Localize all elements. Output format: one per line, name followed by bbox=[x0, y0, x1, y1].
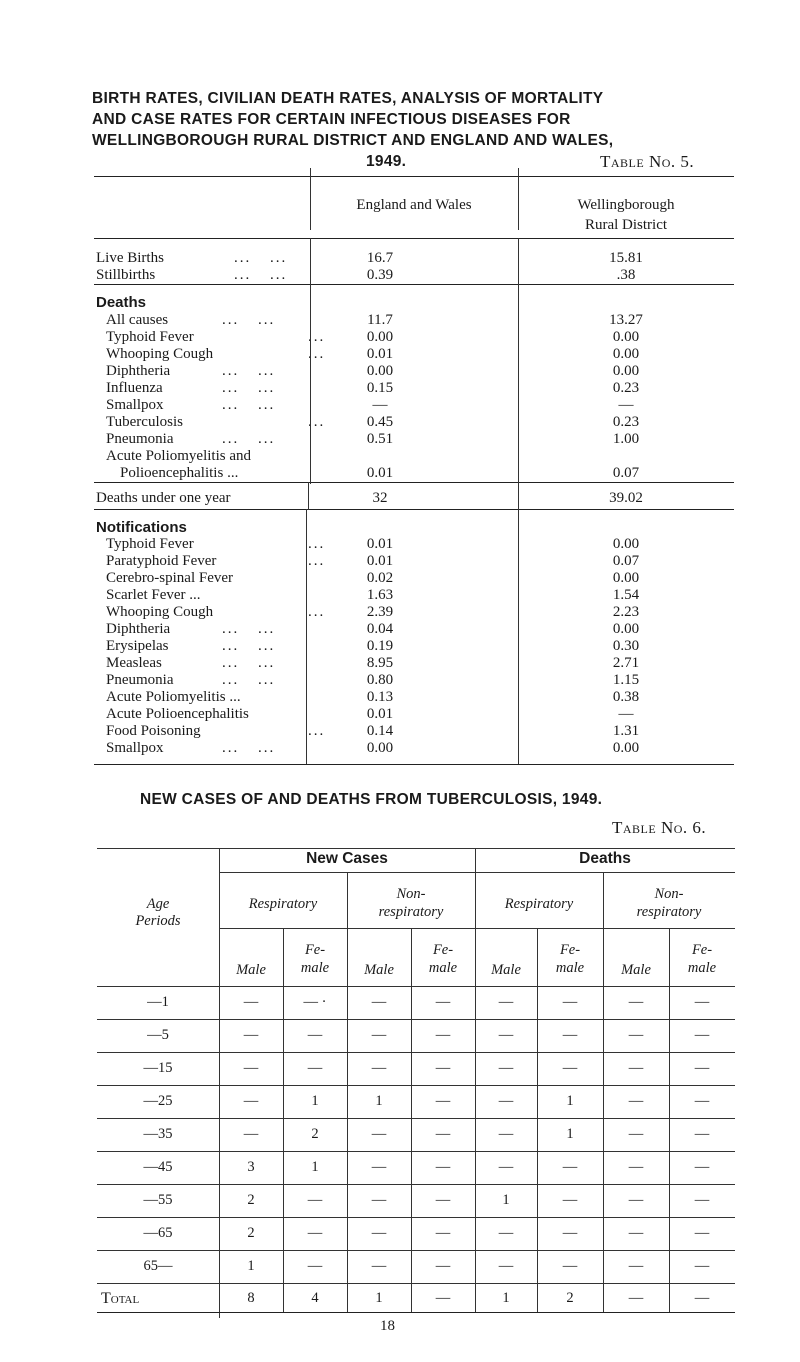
england-wales-value: 11.7 bbox=[367, 312, 393, 328]
table-cell: — bbox=[435, 1225, 451, 1241]
table-cell: — bbox=[498, 1126, 514, 1142]
total-cell: — bbox=[694, 1290, 710, 1306]
table-rule bbox=[97, 1250, 735, 1251]
table-rule bbox=[219, 928, 735, 929]
title-year: 1949. bbox=[366, 153, 407, 170]
new-cases-non-respiratory-header-line-1: Non- bbox=[396, 886, 426, 902]
dot-leader: ... bbox=[258, 740, 276, 756]
column-divider bbox=[310, 284, 311, 484]
table-cell: — bbox=[694, 994, 710, 1010]
table-rule bbox=[97, 986, 735, 987]
deaths-respiratory-header: Respiratory bbox=[504, 896, 574, 912]
wellingborough-value: 2.23 bbox=[612, 604, 640, 620]
deaths-header: Deaths bbox=[579, 850, 631, 867]
table-cell: 1 bbox=[311, 1159, 319, 1175]
row-label: Acute Poliomyelitis and bbox=[106, 448, 251, 464]
table-cell: — bbox=[307, 1027, 323, 1043]
table-rule bbox=[94, 238, 734, 239]
table-cell: — bbox=[498, 1225, 514, 1241]
age-period-cell: —1 bbox=[147, 994, 169, 1010]
table-cell: 2 bbox=[311, 1126, 319, 1142]
column-divider bbox=[475, 928, 476, 1312]
england-wales-value: — bbox=[372, 397, 388, 413]
total-cell: 2 bbox=[566, 1290, 574, 1306]
page-number: 18 bbox=[380, 1318, 395, 1334]
table-rule bbox=[94, 764, 734, 765]
table-cell: — bbox=[243, 994, 259, 1010]
row-label: Whooping Cough bbox=[106, 604, 214, 620]
dot-leader: ... bbox=[258, 655, 276, 671]
female-header-line-2: male bbox=[300, 960, 330, 976]
table-6-number: Table No. 6. bbox=[612, 818, 707, 837]
total-cell: 8 bbox=[247, 1290, 255, 1306]
dot-leader: ... bbox=[308, 723, 326, 739]
column-divider bbox=[283, 928, 284, 1312]
table-cell: — bbox=[628, 1192, 644, 1208]
dot-leader: ... bbox=[308, 536, 326, 552]
table-cell: 3 bbox=[247, 1159, 255, 1175]
dot-leader: ... bbox=[308, 604, 326, 620]
table-cell: 1 bbox=[566, 1126, 574, 1142]
column-divider bbox=[518, 238, 519, 286]
row-label: Scarlet Fever ... bbox=[106, 587, 201, 603]
female-header-line-1: Fe- bbox=[304, 942, 326, 958]
wellingborough-value: 1.54 bbox=[612, 587, 640, 603]
table-cell: — · bbox=[303, 994, 327, 1010]
female-header-line-2: male bbox=[428, 960, 458, 976]
table-cell: — bbox=[562, 1258, 578, 1274]
england-wales-value: 0.13 bbox=[366, 689, 394, 705]
row-label: Pneumonia bbox=[106, 431, 174, 447]
table-rule bbox=[97, 1312, 735, 1313]
table-cell: — bbox=[371, 1027, 387, 1043]
wellingborough-value: — bbox=[618, 706, 634, 722]
column-divider bbox=[347, 928, 348, 1312]
age-period-cell: —15 bbox=[143, 1060, 173, 1076]
england-wales-value: 0.01 bbox=[366, 465, 394, 481]
table-rule bbox=[94, 482, 734, 483]
female-header-line-2: male bbox=[687, 960, 717, 976]
table-cell: — bbox=[435, 1027, 451, 1043]
dot-leader: ... bbox=[222, 655, 240, 671]
table-cell: — bbox=[435, 1093, 451, 1109]
table-cell: — bbox=[435, 1060, 451, 1076]
table-rule bbox=[97, 1283, 735, 1284]
column-divider bbox=[308, 482, 309, 510]
row-label: Acute Poliomyelitis ... bbox=[106, 689, 241, 705]
notifications-section-title: Notifications bbox=[96, 519, 187, 536]
row-label: Whooping Cough bbox=[106, 346, 214, 362]
row-label: Food Poisoning bbox=[106, 723, 201, 739]
new-cases-non-respiratory-header-line-2: respiratory bbox=[378, 904, 444, 920]
england-wales-value: 32 bbox=[372, 490, 388, 506]
column-divider bbox=[306, 509, 307, 764]
england-wales-value: 0.15 bbox=[366, 380, 394, 396]
dot-leader: ... bbox=[222, 740, 240, 756]
wellingborough-value: 0.00 bbox=[612, 363, 640, 379]
wellingborough-header-line-1: Wellingborough bbox=[577, 197, 675, 213]
table-cell: — bbox=[498, 994, 514, 1010]
dot-leader: ... bbox=[222, 312, 240, 328]
table-cell: — bbox=[562, 1027, 578, 1043]
england-wales-value: 0.04 bbox=[366, 621, 394, 637]
table-cell: — bbox=[498, 1060, 514, 1076]
table-cell: — bbox=[435, 1192, 451, 1208]
table-cell: — bbox=[694, 1126, 710, 1142]
england-wales-value: 16.7 bbox=[366, 250, 394, 266]
wellingborough-value: 0.00 bbox=[612, 346, 640, 362]
table-cell: — bbox=[694, 1258, 710, 1274]
table-cell: — bbox=[435, 1159, 451, 1175]
england-wales-value: 2.39 bbox=[366, 604, 394, 620]
wellingborough-value: 1.31 bbox=[612, 723, 640, 739]
row-label: All causes bbox=[106, 312, 169, 328]
england-wales-value: 0.00 bbox=[366, 740, 394, 756]
dot-leader: ... bbox=[222, 363, 240, 379]
table-cell: — bbox=[694, 1093, 710, 1109]
column-divider bbox=[669, 928, 670, 1312]
male-header: Male bbox=[491, 962, 521, 978]
title-line-3: WELLINGBOROUGH RURAL DISTRICT AND ENGLAND AND WALES, bbox=[92, 132, 614, 149]
wellingborough-value: 0.00 bbox=[612, 570, 640, 586]
england-wales-value: 8.95 bbox=[366, 655, 394, 671]
table-cell: — bbox=[371, 1225, 387, 1241]
column-divider bbox=[537, 928, 538, 1312]
dot-leader: ... bbox=[308, 553, 326, 569]
wellingborough-header-line-2: Rural District bbox=[584, 217, 668, 233]
table-5-number: Table No. 5. bbox=[600, 152, 695, 171]
wellingborough-value: 15.81 bbox=[609, 250, 643, 266]
deaths-non-respiratory-header-line-2: respiratory bbox=[636, 904, 702, 920]
age-period-cell: —55 bbox=[143, 1192, 173, 1208]
new-cases-respiratory-header: Respiratory bbox=[248, 896, 318, 912]
row-label: Smallpox bbox=[106, 397, 164, 413]
total-cell: 1 bbox=[502, 1290, 510, 1306]
female-header-line-1: Fe- bbox=[691, 942, 713, 958]
table-cell: 1 bbox=[311, 1093, 319, 1109]
age-period-cell: —5 bbox=[147, 1027, 169, 1043]
table-cell: — bbox=[371, 1060, 387, 1076]
row-label: Influenza bbox=[106, 380, 163, 396]
england-wales-value: 0.51 bbox=[366, 431, 394, 447]
table-cell: — bbox=[562, 994, 578, 1010]
table-cell: — bbox=[243, 1093, 259, 1109]
table-cell: — bbox=[307, 1225, 323, 1241]
table-rule bbox=[97, 1184, 735, 1185]
table-cell: — bbox=[628, 994, 644, 1010]
table-cell: — bbox=[628, 1258, 644, 1274]
age-period-cell: —25 bbox=[143, 1093, 173, 1109]
row-label: Erysipelas bbox=[106, 638, 169, 654]
dot-leader: ... bbox=[222, 672, 240, 688]
table-rule bbox=[94, 509, 734, 510]
wellingborough-value: 13.27 bbox=[609, 312, 643, 328]
table-cell: — bbox=[628, 1225, 644, 1241]
female-header-line-1: Fe- bbox=[559, 942, 581, 958]
table-cell: — bbox=[562, 1159, 578, 1175]
table-cell: — bbox=[628, 1159, 644, 1175]
england-wales-value: 0.80 bbox=[366, 672, 394, 688]
table-cell: 2 bbox=[247, 1192, 255, 1208]
dot-leader: ... bbox=[234, 250, 252, 266]
england-wales-value: 0.02 bbox=[366, 570, 394, 586]
table-cell: — bbox=[371, 1258, 387, 1274]
wellingborough-value: 0.38 bbox=[612, 689, 640, 705]
wellingborough-value: 0.07 bbox=[612, 465, 640, 481]
age-period-cell: —65 bbox=[143, 1225, 173, 1241]
table-rule bbox=[97, 1151, 735, 1152]
column-divider bbox=[411, 928, 412, 1312]
table-cell: — bbox=[371, 994, 387, 1010]
table-rule bbox=[97, 1019, 735, 1020]
table-cell: — bbox=[371, 1126, 387, 1142]
table-cell: — bbox=[243, 1060, 259, 1076]
column-divider bbox=[310, 238, 311, 286]
row-label: Paratyphoid Fever bbox=[106, 553, 217, 569]
england-wales-value: 0.01 bbox=[366, 346, 394, 362]
dot-leader: ... bbox=[270, 250, 288, 266]
table-cell: — bbox=[435, 1126, 451, 1142]
table-cell: — bbox=[628, 1060, 644, 1076]
title-line-4 bbox=[92, 151, 752, 172]
table-cell: 1 bbox=[375, 1093, 383, 1109]
wellingborough-value: 0.00 bbox=[612, 621, 640, 637]
dot-leader: ... bbox=[270, 267, 288, 283]
row-label: Diphtheria bbox=[106, 363, 171, 379]
table-cell: — bbox=[498, 1027, 514, 1043]
male-header: Male bbox=[364, 962, 394, 978]
age-period-cell: —35 bbox=[143, 1126, 173, 1142]
table-rule bbox=[219, 872, 735, 873]
table-cell: — bbox=[562, 1192, 578, 1208]
wellingborough-value: — bbox=[618, 397, 634, 413]
table-cell: — bbox=[694, 1027, 710, 1043]
wellingborough-value: 0.00 bbox=[612, 329, 640, 345]
total-cell: — bbox=[628, 1290, 644, 1306]
dot-leader: ... bbox=[234, 267, 252, 283]
wellingborough-value: 0.23 bbox=[612, 380, 640, 396]
table-cell: — bbox=[694, 1192, 710, 1208]
dot-leader: ... bbox=[258, 363, 276, 379]
wellingborough-value: .38 bbox=[616, 267, 636, 283]
dot-leader: ... bbox=[258, 431, 276, 447]
wellingborough-value: 2.71 bbox=[612, 655, 640, 671]
table-cell: — bbox=[371, 1159, 387, 1175]
document-title bbox=[92, 88, 752, 172]
column-divider bbox=[518, 509, 519, 764]
table-cell: — bbox=[498, 1093, 514, 1109]
table-cell: — bbox=[243, 1027, 259, 1043]
table-rule bbox=[97, 1217, 735, 1218]
title-line-1: BIRTH RATES, CIVILIAN DEATH RATES, ANALYSIS OF MORTALITY bbox=[92, 90, 604, 107]
age-header-line-2: Periods bbox=[135, 913, 181, 929]
table-cell: — bbox=[498, 1159, 514, 1175]
row-label: Cerebro-spinal Fever bbox=[106, 570, 234, 586]
wellingborough-value: 1.00 bbox=[612, 431, 640, 447]
row-label: Tuberculosis bbox=[106, 414, 183, 430]
row-label: Stillbirths bbox=[96, 267, 156, 283]
wellingborough-value: 0.23 bbox=[612, 414, 640, 430]
table-cell: — bbox=[562, 1225, 578, 1241]
dot-leader: ... bbox=[258, 380, 276, 396]
row-label: Smallpox bbox=[106, 740, 164, 756]
column-divider bbox=[518, 284, 519, 484]
table-cell: 2 bbox=[247, 1225, 255, 1241]
table-rule bbox=[97, 1085, 735, 1086]
total-cell: 4 bbox=[311, 1290, 319, 1306]
table-cell: 1 bbox=[247, 1258, 255, 1274]
column-divider bbox=[219, 848, 220, 1318]
table-rule bbox=[94, 284, 734, 285]
wellingborough-value: 0.00 bbox=[612, 740, 640, 756]
tuberculosis-title: NEW CASES OF AND DEATHS FROM TUBERCULOSIS, 1949. bbox=[140, 791, 603, 808]
table-cell: — bbox=[307, 1060, 323, 1076]
table-rule bbox=[97, 1052, 735, 1053]
female-header-line-1: Fe- bbox=[432, 942, 454, 958]
column-divider bbox=[518, 482, 519, 510]
age-periods-header bbox=[97, 896, 219, 930]
dot-leader: ... bbox=[258, 638, 276, 654]
total-cell: 1 bbox=[375, 1290, 383, 1306]
dot-leader: ... bbox=[258, 312, 276, 328]
england-wales-header: England and Wales bbox=[356, 197, 472, 213]
wellingborough-value: 0.00 bbox=[612, 536, 640, 552]
row-label: Typhoid Fever bbox=[106, 536, 194, 552]
row-label: Acute Polioencephalitis bbox=[106, 706, 249, 722]
deaths-section-title: Deaths bbox=[96, 294, 147, 311]
england-wales-value: 0.01 bbox=[366, 706, 394, 722]
table-cell: — bbox=[243, 1126, 259, 1142]
wellingborough-value: 0.30 bbox=[612, 638, 640, 654]
england-wales-value: 0.19 bbox=[366, 638, 394, 654]
table-cell: — bbox=[694, 1225, 710, 1241]
row-label: Typhoid Fever bbox=[106, 329, 194, 345]
table-cell: 1 bbox=[502, 1192, 510, 1208]
england-wales-value: 0.14 bbox=[366, 723, 394, 739]
table-cell: — bbox=[562, 1060, 578, 1076]
male-header: Male bbox=[236, 962, 266, 978]
england-wales-value: 0.45 bbox=[366, 414, 394, 430]
table-rule bbox=[94, 176, 734, 177]
column-divider bbox=[603, 928, 604, 1312]
row-label: Live Births bbox=[96, 250, 164, 266]
england-wales-value: 0.00 bbox=[366, 363, 394, 379]
dot-leader: ... bbox=[222, 638, 240, 654]
table-cell: — bbox=[498, 1258, 514, 1274]
table-cell: — bbox=[307, 1258, 323, 1274]
wellingborough-value: 0.07 bbox=[612, 553, 640, 569]
title-line-2: AND CASE RATES FOR CERTAIN INFECTIOUS DISEASES FOR bbox=[92, 111, 571, 128]
age-period-cell: —45 bbox=[143, 1159, 173, 1175]
dot-leader: ... bbox=[308, 414, 326, 430]
row-label: Deaths under one year bbox=[96, 490, 231, 506]
tuberculosis-table bbox=[97, 848, 735, 1318]
england-wales-value: 0.39 bbox=[366, 267, 394, 283]
male-header: Male bbox=[621, 962, 651, 978]
table-cell: — bbox=[628, 1093, 644, 1109]
table-cell: — bbox=[694, 1159, 710, 1175]
table-cell: 1 bbox=[566, 1093, 574, 1109]
female-header-line-2: male bbox=[555, 960, 585, 976]
age-period-cell: 65— bbox=[143, 1258, 173, 1274]
row-label: Measleas bbox=[106, 655, 162, 671]
table-cell: — bbox=[435, 994, 451, 1010]
row-label: Polioencephalitis ... bbox=[120, 465, 239, 481]
england-wales-value: 1.63 bbox=[366, 587, 394, 603]
wellingborough-value: 1.15 bbox=[612, 672, 640, 688]
england-wales-value: 0.00 bbox=[366, 329, 394, 345]
dot-leader: ... bbox=[222, 621, 240, 637]
dot-leader: ... bbox=[222, 397, 240, 413]
table-cell: — bbox=[435, 1258, 451, 1274]
table-cell: — bbox=[628, 1126, 644, 1142]
deaths-non-respiratory-header-line-1: Non- bbox=[654, 886, 684, 902]
dot-leader: ... bbox=[222, 431, 240, 447]
new-cases-header: New Cases bbox=[306, 850, 388, 867]
dot-leader: ... bbox=[308, 346, 326, 362]
age-header-line-1: Age bbox=[146, 896, 170, 912]
table-cell: — bbox=[307, 1192, 323, 1208]
row-label: Diphtheria bbox=[106, 621, 171, 637]
dot-leader: ... bbox=[258, 672, 276, 688]
row-label: Pneumonia bbox=[106, 672, 174, 688]
england-wales-value: 0.01 bbox=[366, 553, 394, 569]
table-cell: — bbox=[628, 1027, 644, 1043]
table-cell: — bbox=[694, 1060, 710, 1076]
wellingborough-value: 39.02 bbox=[609, 490, 643, 506]
total-cell: — bbox=[435, 1290, 451, 1306]
total-label: Total bbox=[101, 1290, 140, 1307]
dot-leader: ... bbox=[222, 380, 240, 396]
dot-leader: ... bbox=[258, 621, 276, 637]
table-rule bbox=[97, 848, 735, 849]
dot-leader: ... bbox=[308, 329, 326, 345]
dot-leader: ... bbox=[258, 397, 276, 413]
table-cell: — bbox=[371, 1192, 387, 1208]
table-rule bbox=[97, 1118, 735, 1119]
england-wales-value: 0.01 bbox=[366, 536, 394, 552]
